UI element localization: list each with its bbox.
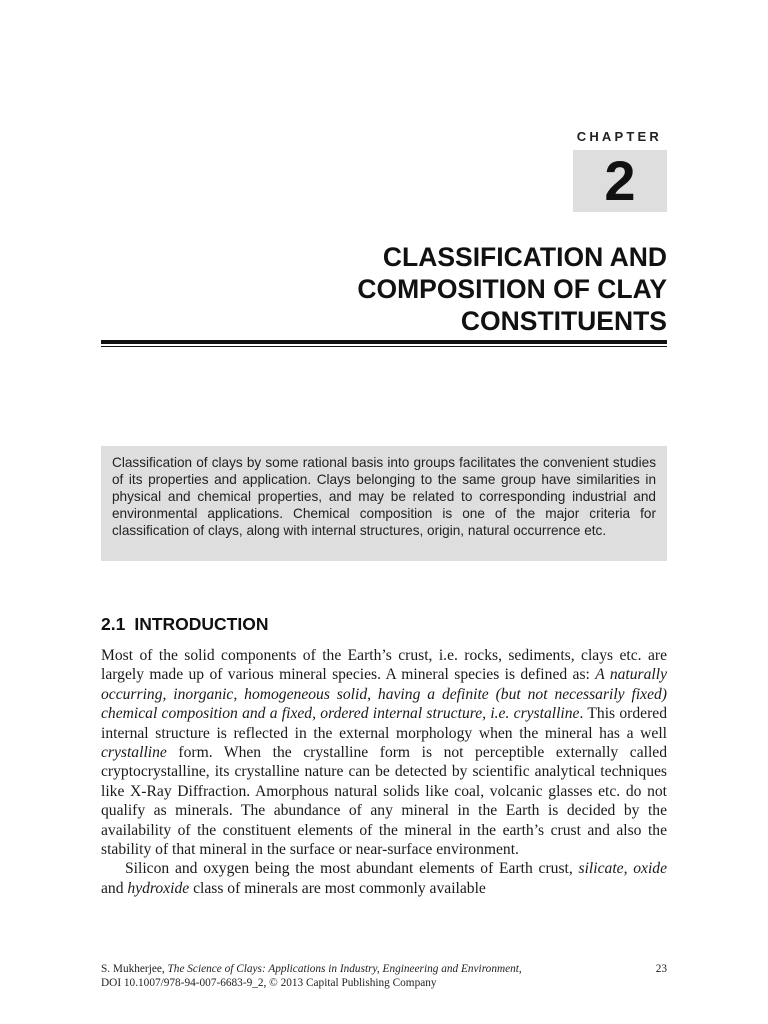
chapter-title-line-1: CLASSIFICATION AND xyxy=(382,242,667,272)
chapter-title-line-2: COMPOSITION OF CLAY xyxy=(357,274,667,304)
paragraph-2-hydroxide: hydroxide xyxy=(127,879,190,897)
footer-doi: DOI 10.1007/978-94-007-6683-9_2, © 2013 Capital Publishing Company xyxy=(101,977,437,989)
paragraph-2-text-2: and xyxy=(101,879,128,897)
chapter-label: CHAPTER xyxy=(576,129,662,144)
page-footer xyxy=(101,962,667,990)
title-rule-thin xyxy=(101,346,667,347)
chapter-title xyxy=(187,241,667,337)
page-number: 23 xyxy=(655,963,667,975)
footer-author: S. Mukherjee, xyxy=(101,963,168,975)
section-title: INTRODUCTION xyxy=(134,614,269,634)
paragraph-2-text-1: Silicon and oxygen being the most abundant elements of Earth crust, xyxy=(125,860,579,878)
section-number: 2.1 xyxy=(101,614,126,634)
paragraph-1-text-3: form. When the crystalline form is not perceptible externally called cryptocrystalline, its crystalline nature can be detected by scientific analytical techniques like X-Ray Diffraction. Amorphous natural solids like coal, volcanic glasses etc. do not qualify as minerals. The abundance of any mineral in the Earth is decided by the availability of the constituent elements of the mineral in the earth’s crust and also the stability of that mineral in the surface or near-surface environment. xyxy=(101,744,667,859)
abstract-box: Classification of clays by some rational basis into groups facilitates the convenient studies of its properties and application. Clays belonging to the same group have similarities in physical and chemical properties, and may be related to corresponding industrial and environmental applications. Chemical composition is one of the major criteria for classification of clays, along with internal structures, origin, natural occurrence etc. xyxy=(101,446,667,561)
chapter-number-box xyxy=(573,150,667,212)
paragraph-2-silicate-oxide: silicate, oxide xyxy=(578,860,667,878)
footer-citation xyxy=(101,962,522,976)
paragraph-1-definition: A naturally occurring, inorganic, homogeneous solid, having a definite (but not necessarily fixed) chemical composition and a fixed, ordered internal structure, i.e. crystalline xyxy=(101,666,667,723)
paragraph-1 xyxy=(101,646,667,859)
footer-comma: , xyxy=(518,963,522,975)
paragraph-1-text-2: . This ordered internal structure is reflected in the external morphology when the mineral has a well xyxy=(101,705,667,742)
paragraph-2-text-3: class of minerals are most commonly available xyxy=(189,879,486,897)
body-text xyxy=(101,646,667,898)
chapter-number: 2 xyxy=(604,149,636,212)
section-heading xyxy=(101,614,268,635)
paragraph-1-text-1: Most of the solid components of the Earth’s crust, i.e. rocks, sediments, clays etc. are largely made up of various mineral species. A mineral species is defined as: xyxy=(101,647,667,684)
footer-citation-row xyxy=(101,962,667,976)
chapter-title-line-3: CONSTITUENTS xyxy=(460,306,667,336)
footer-book-title: The Science of Clays: Applications in Industry, Engineering and Environment xyxy=(167,963,519,975)
title-rule-thick xyxy=(101,340,667,344)
paragraph-2 xyxy=(101,859,667,898)
paragraph-1-crystalline: crystalline xyxy=(101,744,167,762)
